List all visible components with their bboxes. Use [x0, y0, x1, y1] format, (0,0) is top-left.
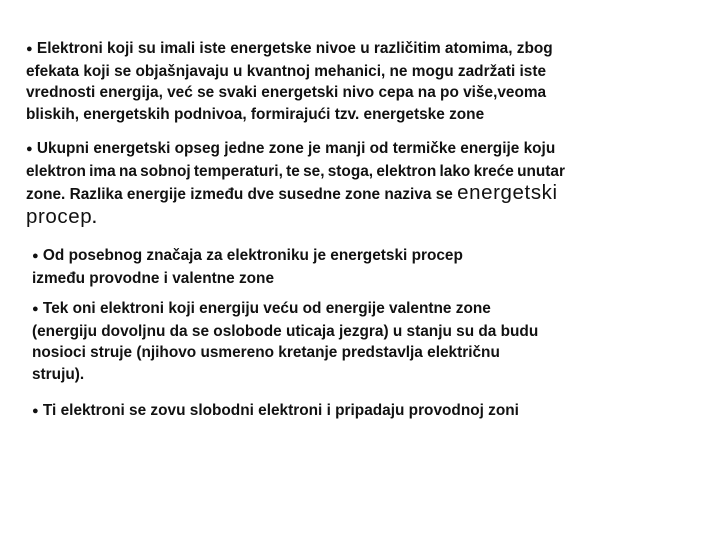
bullet-icon: ● — [26, 43, 33, 55]
text-line: nosioci struje (njihovo usmereno kretanje predstavlja električnu — [32, 344, 500, 361]
text-line: ● Ti elektroni se zovu slobodni elektroni i pripadaju provodnoj zoni — [32, 402, 519, 419]
text-line: između provodne i valentne zone — [32, 269, 275, 287]
bullet-icon: ● — [26, 143, 33, 155]
paragraph-band-gap — [32, 245, 463, 289]
text-line: procep. — [26, 204, 97, 228]
paragraph-energy-levels — [26, 38, 553, 125]
bullet-icon: ● — [32, 303, 39, 315]
text-line: vrednosti energija, već se svaki energetski nivo cepa na po više,veoma — [26, 84, 547, 101]
bullet-icon: ● — [32, 250, 39, 262]
paragraph-energy-range — [26, 138, 565, 229]
term-energetski: energetski — [457, 181, 558, 204]
bullet-icon: ● — [32, 405, 39, 417]
text-line: efekata koji se objašnjavaju u kvantnoj mehanici, ne mogu zadržati iste — [26, 62, 547, 80]
text-line: elektron ima na sobnoj temperaturi, te se, stoga, elektron lako kreće unutar — [26, 162, 565, 180]
text-line: ● Od posebnog značaja za elektroniku je energetski procep — [32, 247, 463, 264]
text-line: ● Tek oni elektroni koji energiju veću od energije valentne zone — [32, 300, 491, 317]
paragraph-charge-carriers — [32, 298, 538, 385]
text-line: zone. Razlika energije između dve susedne zone naziva se energetski — [26, 181, 558, 204]
text-line: bliskih, energetskih podnivoa, formirajući tzv. energetske zone — [26, 105, 485, 123]
text-line: ● Ukupni energetski opseg jedne zone je manji od termičke energije koju — [26, 140, 556, 157]
text-line: struju). — [32, 365, 85, 383]
paragraph-free-electrons — [32, 400, 519, 423]
text-line: (energiju dovoljnu da se oslobode uticaja jezgra) u stanju su da budu — [32, 322, 539, 340]
text-line: ● Elektroni koji su imali iste energetske nivoe u različitim atomima, zbog — [26, 40, 553, 57]
term-procep: procep — [26, 204, 93, 228]
